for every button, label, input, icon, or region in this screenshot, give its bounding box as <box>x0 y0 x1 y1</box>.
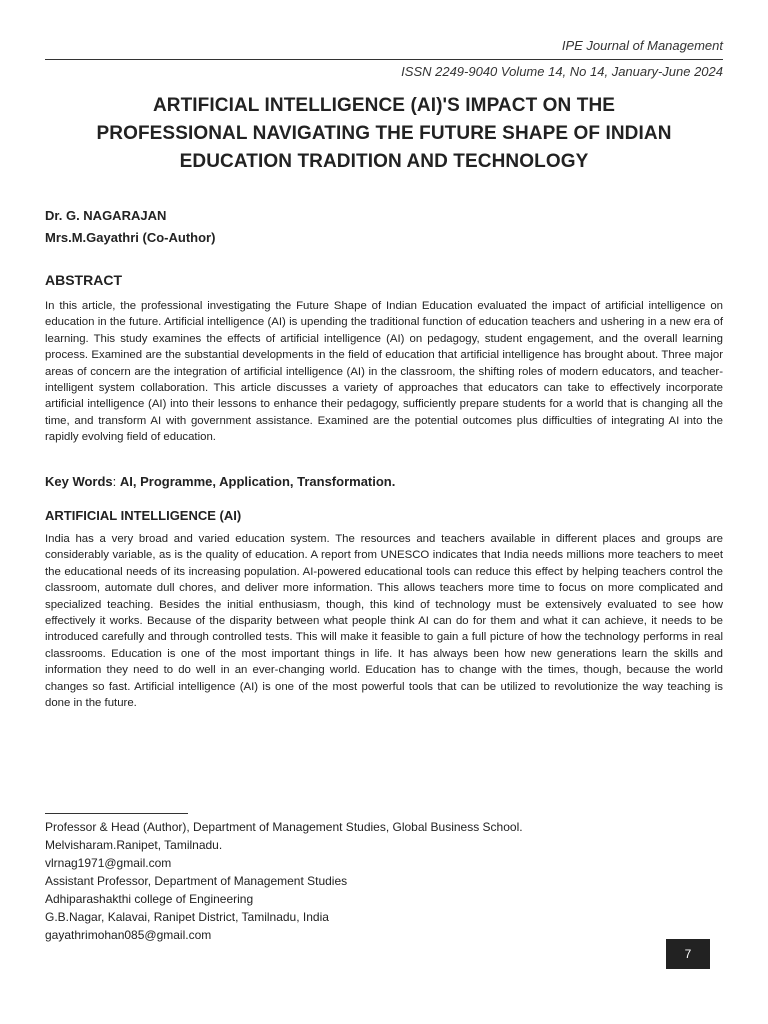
co-author-name: Mrs.M.Gayathri (Co-Author) <box>45 230 216 245</box>
author-list <box>45 205 215 249</box>
section-heading-ai: ARTIFICIAL INTELLIGENCE (AI) <box>45 508 242 523</box>
journal-header <box>45 38 723 79</box>
keywords <box>45 474 395 489</box>
footnote-email: gayathrimohan085@gmail.com <box>45 928 212 942</box>
keywords-separator: : <box>112 474 120 489</box>
article-title <box>45 92 723 176</box>
footnote-line: Assistant Professor, Department of Management Studies <box>45 874 348 888</box>
footnote-line: Adhiparashakthi college of Engineering <box>45 892 254 906</box>
issn-line: ISSN 2249-9040 Volume 14, No 14, January-June 2024 <box>401 64 723 79</box>
keywords-label: Key Words <box>45 474 113 489</box>
abstract-heading: ABSTRACT <box>45 272 122 288</box>
title-line: ARTIFICIAL INTELLIGENCE (AI)'S IMPACT ON THE <box>152 95 616 116</box>
footnote-email: vlrnag1971@gmail.com <box>45 856 172 870</box>
footnote-line: G.B.Nagar, Kalavai, Ranipet District, Tamilnadu, India <box>45 910 329 924</box>
abstract-text: In this article, the professional investigating the Future Shape of Indian Education evaluated the impact of artificial intelligence on education in the future. Artificial intelligence (AI) is upending the traditional function of education teachers and ushering in a new era of learning. This study examines the effects of artificial intelligence (AI) on pedagogy, student engagement, and the overall learning process. Examined are the substantial developments in the field of education that artificial intelligence has brought about. Three major areas of concern are the integration of artificial intelligence (AI) in the classroom, the shifting roles of modern educators, and teacher-intelligent system collaboration. This article discusses a variety of approaches that educators can take to effectively incorporate artificial intelligence (AI) into their lessons to enhance their pedagogy, sufficiently prepare students for a world that is changing all the time, and transform AI with government assistance. Examined are the potential outcomes plus difficulties of integrating AI into the rapidly evolving field of education. <box>45 300 723 444</box>
author-name: Dr. G. NAGARAJAN <box>45 208 167 223</box>
footnote-rule <box>45 813 188 814</box>
section-text-ai: India has a very broad and varied education system. The resources and teachers available in different places and groups are considerably variable, as is the quality of education. A report from UNESCO indicates that India needs millions more teachers to meet the educational needs of its increasing population. AI-powered educational tools can reduce this effect by helping teachers control the classroom, automate dull chores, and deliver more information. This allows teachers more time to focus on more complicated and specialized teaching. Besides the initial enthusiasm, though, this kind of technology must be extensively evaluated to see how effectively it works. Because of the disparity between what people think AI can do for them and what it can achieve, it needs to be introduced carefully and through controlled tests. This will make it feasible to gain a full picture of how the technology performs in real classrooms. Education is one of the most important things in life. It has always been how new generations learn the skills and information they need to do well in an ever-changing world. Education has to change with the times, though, because the world changes so fast. Artificial intelligence (AI) is one of the most powerful tools that can be utilized to revolutionize the way teaching is done in the future. <box>45 533 723 710</box>
journal-name: IPE Journal of Management <box>561 38 723 53</box>
keywords-values: AI, Programme, Application, Transformation. <box>119 474 396 489</box>
header-rule <box>45 59 723 60</box>
title-line: EDUCATION TRADITION AND TECHNOLOGY <box>179 151 589 172</box>
footnote-line: Melvisharam.Ranipet, Tamilnadu. <box>45 838 223 852</box>
footnotes <box>45 818 523 944</box>
title-line: PROFESSIONAL NAVIGATING THE FUTURE SHAPE OF INDIAN <box>96 123 672 144</box>
footnote-line: Professor & Head (Author), Department of Management Studies, Global Business School. <box>45 820 523 834</box>
page-number: 7 <box>666 939 710 969</box>
